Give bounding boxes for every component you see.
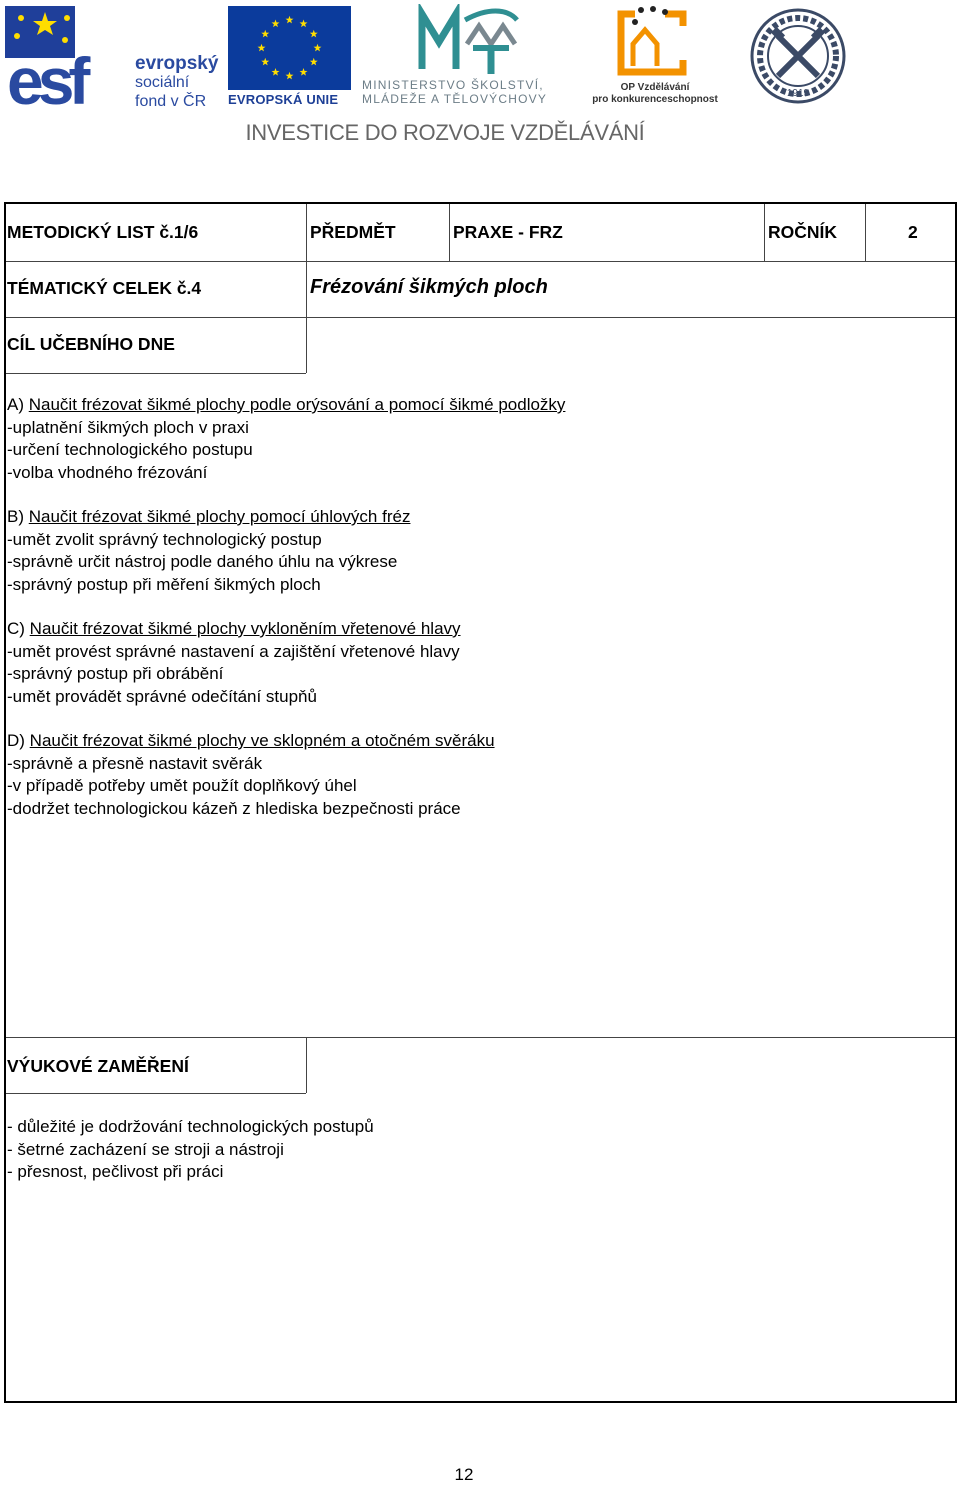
msmt-logo <box>362 4 577 108</box>
msmt-caption-line-1: MINISTERSTVO ŠKOLSTVÍ, <box>362 78 544 92</box>
section-prefix: C) <box>7 619 30 638</box>
list-item: -správně a přesně nastavit svěrák <box>7 753 263 773</box>
tema-title: Frézování šikmých ploch <box>310 276 548 298</box>
tagline: INVESTICE DO ROZVOJE VZDĚLÁVÁNÍ <box>245 120 645 145</box>
section-prefix: B) <box>7 507 29 526</box>
school-seal-logo <box>748 6 848 106</box>
col-divider <box>449 204 450 261</box>
op-caption-line-1: OP Vzdělávání <box>620 82 690 93</box>
eu-caption: EVROPSKÁ UNIE <box>228 92 339 107</box>
list-item: -umět provést správné nastavení a zajištění vřetenové hlavy <box>7 641 460 661</box>
list-item: -dodržet technologickou kázeň z hlediska bezpečnosti práce <box>7 798 461 818</box>
eu-star-icon <box>286 16 294 24</box>
header-logos <box>0 0 960 150</box>
section-prefix: D) <box>7 731 30 750</box>
eu-star-icon <box>314 44 322 52</box>
section-heading: Naučit frézovat šikmé plochy pomocí úhlových fréz <box>28 507 411 526</box>
section-b <box>7 506 565 596</box>
list-item: - šetrné zacházení se stroji a nástroji <box>7 1139 284 1159</box>
col-divider <box>306 1037 307 1093</box>
vyukove-text <box>7 1116 374 1184</box>
predmet-value: PRAXE - FRZ <box>453 222 563 242</box>
esf-flag-icon <box>5 6 127 108</box>
section-heading: Naučit frézovat šikmé plochy podle orýsování a pomocí šikmé podložky <box>28 395 566 414</box>
eu-star-icon <box>300 68 308 76</box>
op-logo <box>585 4 725 108</box>
list-item: -uplatnění šikmých ploch v praxi <box>7 417 249 437</box>
eu-flag-icon <box>228 6 351 90</box>
row-divider <box>6 373 306 374</box>
rocnik-label: ROČNÍK <box>768 222 838 242</box>
eu-star-icon <box>261 58 269 66</box>
esf-text-line-1: evropský <box>135 53 219 74</box>
list-item: -v případě potřeby umět použít doplňkový úhel <box>7 776 357 795</box>
row-divider <box>6 261 955 262</box>
row-divider <box>6 317 955 318</box>
list-item: -určení technologického postupu <box>7 440 253 459</box>
svg-text:esf: esf <box>7 44 85 108</box>
section-heading: Naučit frézovat šikmé plochy ve sklopném a otočném svěráku <box>29 731 495 750</box>
list-item: -umět provádět správné odečítání stupňů <box>7 686 317 706</box>
rocnik-value: 2 <box>908 222 918 242</box>
eu-star-icon <box>300 20 308 28</box>
metodicky-list-label: METODICKÝ LIST č.1/6 <box>7 222 199 242</box>
eu-star-icon <box>258 44 266 52</box>
msmt-mark-icon <box>417 4 522 76</box>
eu-star-icon <box>310 30 318 38</box>
eu-star-icon <box>310 58 318 66</box>
page-number: 12 <box>454 1465 474 1484</box>
gear-seal-icon <box>748 6 848 106</box>
goals-text <box>7 394 565 820</box>
section-heading: Naučit frézovat šikmé plochy vykloněním vřetenové hlavy <box>29 619 461 638</box>
op-mark-icon <box>615 4 695 78</box>
list-item: -umět zvolit správný technologický postup <box>7 529 322 549</box>
eu-star-icon <box>286 72 294 80</box>
list-item: -správný postup při měření šikmých ploch <box>7 574 321 594</box>
section-a <box>7 394 565 484</box>
section-c <box>7 618 565 708</box>
esf-text-line-3: fond v ČR <box>135 93 207 110</box>
section-d <box>7 730 565 820</box>
esf-logo <box>5 6 220 108</box>
list-item: -správný postup při obrábění <box>7 664 224 683</box>
cil-label: CÍL UČEBNÍHO DNE <box>7 334 175 354</box>
predmet-label: PŘEDMĚT <box>310 222 396 242</box>
section-prefix: A) <box>7 395 29 414</box>
row-divider <box>6 1037 955 1038</box>
row-divider <box>6 1093 306 1094</box>
col-divider <box>306 204 307 317</box>
col-divider <box>764 204 765 261</box>
eu-star-icon <box>272 20 280 28</box>
col-divider <box>865 204 866 261</box>
seal-year: 1919 <box>786 88 810 99</box>
list-item: - důležité je dodržování technologických postupů <box>7 1117 374 1136</box>
eu-star-icon <box>272 68 280 76</box>
msmt-caption-line-2: MLÁDEŽE A TĚLOVÝCHOVY <box>362 92 548 106</box>
op-caption-line-2: pro konkurenceschopnost <box>592 94 718 105</box>
list-item: - přesnost, pečlivost při práci <box>7 1162 224 1181</box>
esf-text-line-2: sociální <box>135 74 190 91</box>
col-divider <box>306 317 307 373</box>
lesson-form <box>4 202 957 1403</box>
eu-star-icon <box>261 30 269 38</box>
list-item: -správně určit nástroj podle daného úhlu na výkrese <box>7 552 398 571</box>
list-item: -volba vhodného frézování <box>7 462 208 482</box>
vyukove-label: VÝUKOVÉ ZAMĚŘENÍ <box>7 1056 189 1076</box>
tematicky-celek-label: TÉMATICKÝ CELEK č.4 <box>7 278 202 298</box>
eu-logo <box>228 6 353 108</box>
